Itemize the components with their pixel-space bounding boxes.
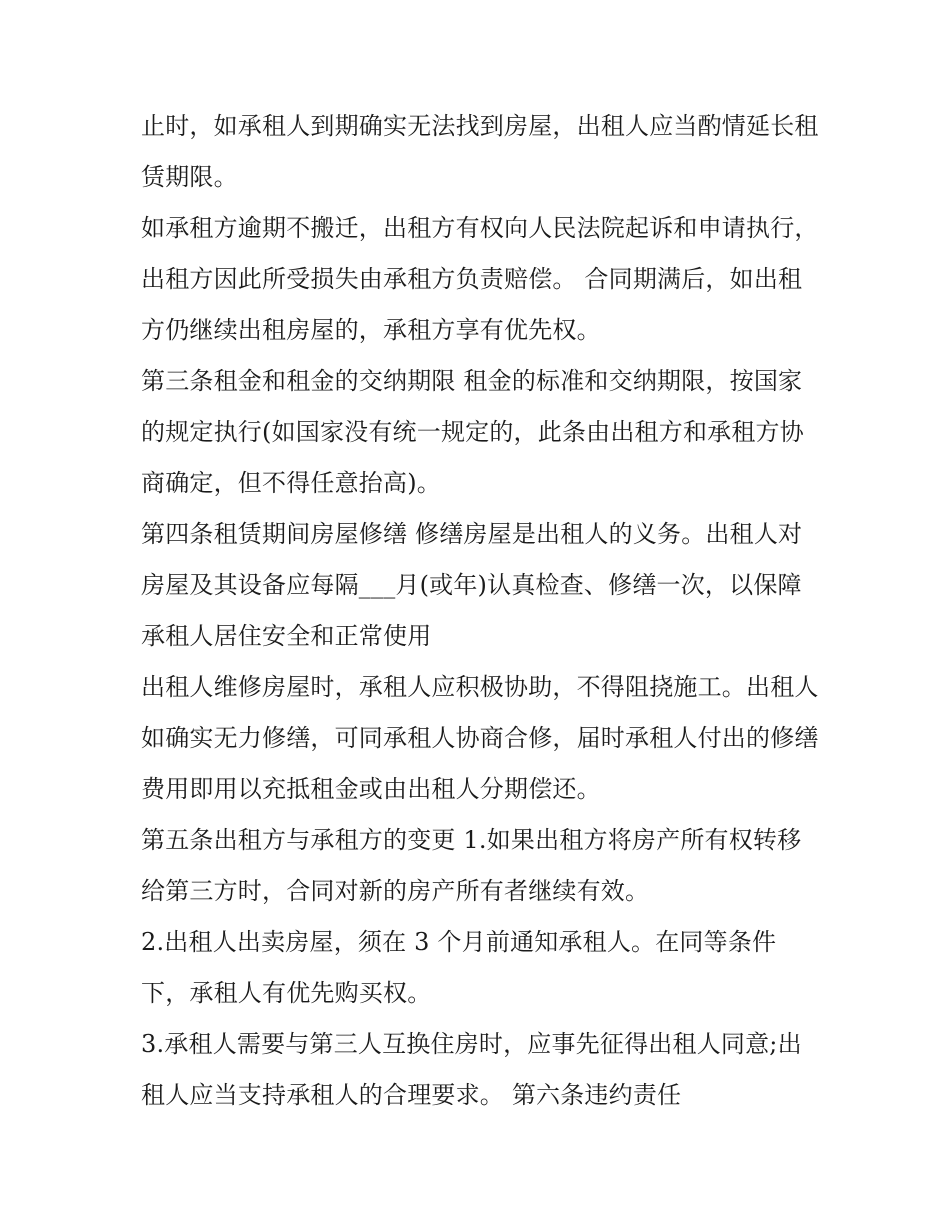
- paragraph-4: 第四条租赁期间房屋修缮 修缮房屋是出租人的义务。出租人对房屋及其设备应每隔___月(或年)认真检查、修缮一次，以保障承租人居住安全和正常使用: [141, 520, 803, 650]
- paragraph-8: 3.承租人需要与第三人互换住房时，应事先征得出租人同意;出租人应当支持承租人的合理要求。 第六条违约责任: [141, 1030, 802, 1109]
- paragraph-1: 止时，如承租人到期确实无法找到房屋，出租人应当酌情延长租赁期限。: [141, 112, 819, 191]
- paragraph-6: 第五条出租方与承租方的变更 1.如果出租方将房产所有权转移给第三方时，合同对新的房产所有者继续有效。: [141, 826, 802, 905]
- paragraph-5: 出租人维修房屋时，承租人应积极协助，不得阻挠施工。出租人如确实无力修缮，可同承租人协商合修，届时承租人付出的修缮费用即用以充抵租金或由出租人分期偿还。: [141, 673, 819, 803]
- paragraph-7: 2.出租人出卖房屋，须在 3 个月前通知承租人。在同等条件下，承租人有优先购买权。: [141, 928, 777, 1007]
- paragraph-3: 第三条租金和租金的交纳期限 租金的标准和交纳期限，按国家的规定执行(如国家没有统一规定的，此条由出租方和承租方协商确定，但不得任意抬高)。: [141, 367, 804, 497]
- paragraph-2: 如承租方逾期不搬迁，出租方有权向人民法院起诉和申请执行，出租方因此所受损失由承租方负责赔偿。 合同期满后，如出租方仍继续出租房屋的，承租方享有优先权。: [141, 214, 819, 344]
- document-body: [141, 101, 821, 1121]
